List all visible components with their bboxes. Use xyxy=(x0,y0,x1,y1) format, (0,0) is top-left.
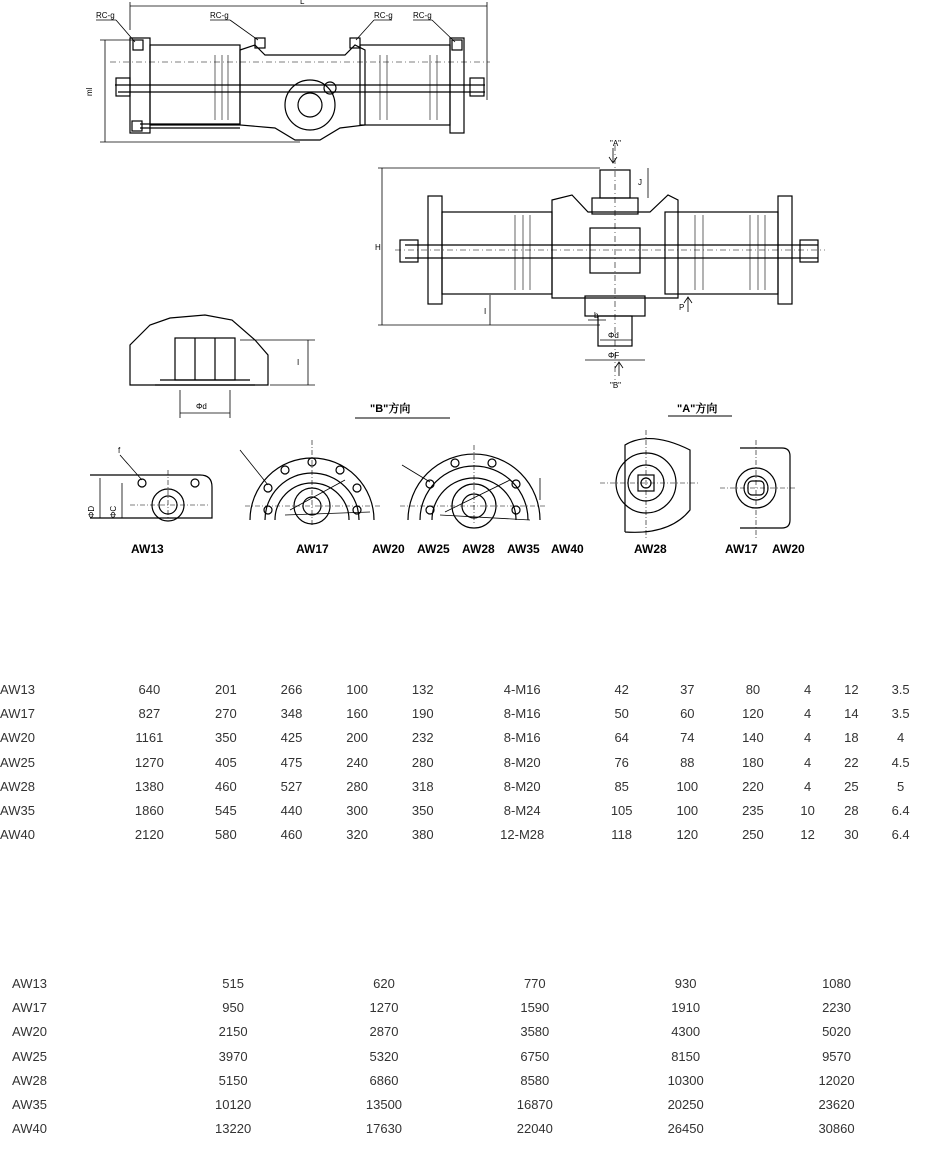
value-cell: 318 xyxy=(411,778,434,794)
port-label-4: RC-g xyxy=(413,11,432,20)
value-cell: 930 xyxy=(674,975,697,991)
value-cell: 270 xyxy=(215,705,237,721)
table-row xyxy=(0,701,928,725)
value-cell: 5320 xyxy=(369,1048,399,1064)
value-cell: 240 xyxy=(346,754,368,770)
value-cell: 12 xyxy=(844,681,859,697)
model-cell: AW35 xyxy=(0,803,35,819)
value-cell: 88 xyxy=(680,754,695,770)
value-cell: 20250 xyxy=(667,1097,704,1113)
model-cell: AW13 xyxy=(12,975,47,991)
dim-h-label: H xyxy=(375,243,381,252)
value-cell: 320 xyxy=(346,827,368,843)
model-cell: AW20 xyxy=(0,730,35,746)
section-b-title: "B"方向 xyxy=(370,403,411,415)
value-cell: 118 xyxy=(611,827,633,843)
value-cell: 120 xyxy=(676,827,699,843)
value-cell: 527 xyxy=(280,778,303,794)
value-cell: 12-M28 xyxy=(500,827,545,843)
value-cell: 1270 xyxy=(134,754,164,770)
value-cell: 200 xyxy=(346,730,368,746)
value-cell: 348 xyxy=(280,705,303,721)
value-cell: 5150 xyxy=(218,1072,248,1088)
value-cell: 10300 xyxy=(667,1072,704,1088)
side-view-actuator xyxy=(378,145,825,380)
value-cell: 76 xyxy=(614,754,629,770)
value-cell: 85 xyxy=(614,778,629,794)
value-cell: 100 xyxy=(676,778,699,794)
value-cell: 460 xyxy=(215,778,237,794)
caption-aw28: AW28 xyxy=(462,542,495,556)
value-cell: 425 xyxy=(280,730,303,746)
table-row xyxy=(12,995,912,1019)
value-cell: 17630 xyxy=(365,1121,403,1137)
value-cell: 30 xyxy=(844,827,859,843)
caption-aw35: AW35 xyxy=(507,542,540,556)
value-cell: 9570 xyxy=(822,1048,851,1064)
value-cell: 132 xyxy=(411,681,434,697)
table-row xyxy=(0,774,928,798)
value-cell: 827 xyxy=(138,705,161,721)
value-cell: 4 xyxy=(803,730,812,746)
value-cell: 280 xyxy=(411,754,434,770)
value-cell: 1080 xyxy=(822,975,851,991)
model-cell: AW40 xyxy=(12,1121,47,1137)
dim-b-label: b xyxy=(594,311,599,320)
value-cell: 4 xyxy=(803,681,812,697)
value-cell: 8-M16 xyxy=(503,730,541,746)
value-cell: 120 xyxy=(742,705,764,721)
model-cell: AW28 xyxy=(12,1072,47,1088)
value-cell: 22040 xyxy=(516,1121,553,1137)
value-cell: 2120 xyxy=(134,827,164,843)
value-cell: 16870 xyxy=(516,1097,553,1113)
value-cell: 12020 xyxy=(818,1072,855,1088)
port-label-2: RC-g xyxy=(210,11,229,20)
value-cell: 545 xyxy=(215,803,237,819)
model-cell: AW25 xyxy=(12,1048,47,1064)
value-cell: 80 xyxy=(745,681,761,697)
value-cell: 4.5 xyxy=(891,754,910,770)
value-cell: 8-M20 xyxy=(503,754,541,770)
value-cell: 2230 xyxy=(822,999,851,1015)
caption-aw13: AW13 xyxy=(131,542,164,556)
model-cell: AW28 xyxy=(0,778,35,794)
value-cell: 25 xyxy=(844,778,859,794)
view-b-marker: "B" xyxy=(610,381,622,390)
value-cell: 6860 xyxy=(369,1072,399,1088)
value-cell: 770 xyxy=(523,975,546,991)
dim-i-label: I xyxy=(484,307,487,316)
caption-a-aw28: AW28 xyxy=(634,542,667,556)
flange-aw17 xyxy=(240,440,380,525)
value-cell: 13220 xyxy=(215,1121,252,1137)
value-cell: 1910 xyxy=(671,999,701,1015)
value-cell: 8-M24 xyxy=(503,803,541,819)
value-cell: 22 xyxy=(844,754,859,770)
table-row xyxy=(12,1044,912,1068)
value-cell: 232 xyxy=(411,730,434,746)
value-cell: 100 xyxy=(676,803,699,819)
table-row xyxy=(0,798,928,822)
value-cell: 12 xyxy=(800,827,815,843)
value-cell: 13500 xyxy=(365,1097,403,1113)
value-cell: 160 xyxy=(346,705,368,721)
value-cell: 3.5 xyxy=(891,705,910,721)
value-cell: 4-M16 xyxy=(503,681,541,697)
value-cell: 14 xyxy=(844,705,859,721)
value-cell: 2870 xyxy=(369,1024,399,1040)
value-cell: 5 xyxy=(897,778,905,794)
model-cell: AW40 xyxy=(0,827,35,843)
table-row xyxy=(0,677,928,701)
table-row xyxy=(12,971,912,995)
flange-f-label: f xyxy=(118,446,121,455)
value-cell: 64 xyxy=(614,730,629,746)
port-label-3: RC-g xyxy=(374,11,393,20)
table-row xyxy=(0,823,928,847)
value-cell: 180 xyxy=(742,754,764,770)
value-cell: 18 xyxy=(844,730,859,746)
model-cell: AW17 xyxy=(12,999,47,1015)
value-cell: 4 xyxy=(897,730,905,746)
section-a-title: "A"方向 xyxy=(677,403,718,415)
dim-length-label: L xyxy=(300,0,305,6)
value-cell: 3580 xyxy=(520,1024,550,1040)
value-cell: 4 xyxy=(803,705,812,721)
dim-height-label: ml xyxy=(85,87,94,96)
value-cell: 4 xyxy=(803,754,812,770)
table-row xyxy=(12,1092,912,1116)
value-cell: 2150 xyxy=(218,1024,248,1040)
model-cell: AW35 xyxy=(12,1097,47,1113)
value-cell: 1380 xyxy=(134,778,164,794)
caption-a-aw17: AW17 xyxy=(725,542,758,556)
view-a-marker: "A" xyxy=(610,139,622,148)
value-cell: 140 xyxy=(742,730,764,746)
value-cell: 37 xyxy=(680,681,695,697)
value-cell: 515 xyxy=(222,975,244,991)
value-cell: 620 xyxy=(373,975,395,991)
value-cell: 42 xyxy=(614,681,629,697)
value-cell: 201 xyxy=(215,681,237,697)
model-cell: AW17 xyxy=(0,705,35,721)
value-cell: 220 xyxy=(742,778,764,794)
port-label-1: RC-g xyxy=(96,11,115,20)
value-cell: 10120 xyxy=(215,1097,252,1113)
caption-aw40: AW40 xyxy=(551,542,584,556)
caption-a-aw20: AW20 xyxy=(772,542,805,556)
value-cell: 5020 xyxy=(822,1024,851,1040)
dim-phi-d-label: Φd xyxy=(608,331,619,340)
value-cell: 30860 xyxy=(818,1121,855,1137)
value-cell: 266 xyxy=(280,681,303,697)
technical-drawing xyxy=(0,0,940,570)
value-cell: 50 xyxy=(614,705,629,721)
value-cell: 300 xyxy=(346,803,368,819)
value-cell: 250 xyxy=(742,827,764,843)
value-cell: 580 xyxy=(215,827,237,843)
value-cell: 1161 xyxy=(135,730,164,746)
torque-table xyxy=(12,971,912,1141)
value-cell: 6750 xyxy=(520,1048,550,1064)
value-cell: 4 xyxy=(803,778,812,794)
model-cell: AW13 xyxy=(0,681,35,697)
caption-aw25: AW25 xyxy=(417,542,450,556)
caption-aw20: AW20 xyxy=(372,542,405,556)
value-cell: 235 xyxy=(742,803,764,819)
a-view-aw17-aw20 xyxy=(720,440,795,540)
value-cell: 350 xyxy=(215,730,237,746)
value-cell: 6.4 xyxy=(891,803,910,819)
value-cell: 405 xyxy=(215,754,237,770)
value-cell: 8580 xyxy=(520,1072,550,1088)
pinion-dim-i-label: I xyxy=(297,358,300,367)
dim-j-label: J xyxy=(638,178,642,187)
value-cell: 10 xyxy=(800,803,815,819)
value-cell: 1270 xyxy=(369,999,399,1015)
top-view-actuator xyxy=(96,2,490,142)
flange-aw20-40 xyxy=(400,445,545,528)
value-cell: 460 xyxy=(280,827,303,843)
value-cell: 6.4 xyxy=(891,827,910,843)
value-cell: 350 xyxy=(411,803,434,819)
value-cell: 280 xyxy=(346,778,368,794)
value-cell: 380 xyxy=(411,827,434,843)
dim-p-label: P xyxy=(679,303,685,312)
caption-aw17: AW17 xyxy=(296,542,329,556)
model-cell: AW25 xyxy=(0,754,35,770)
value-cell: 60 xyxy=(680,705,695,721)
dim-phi-f-label: ΦF xyxy=(608,351,620,360)
table-row xyxy=(0,750,928,774)
value-cell: 26450 xyxy=(667,1121,704,1137)
value-cell: 8150 xyxy=(671,1048,701,1064)
table-row xyxy=(12,1020,912,1044)
value-cell: 100 xyxy=(346,681,368,697)
value-cell: 1590 xyxy=(520,999,550,1015)
value-cell: 8-M16 xyxy=(503,705,541,721)
value-cell: 28 xyxy=(844,803,859,819)
value-cell: 475 xyxy=(280,754,303,770)
value-cell: 950 xyxy=(222,999,244,1015)
value-cell: 3970 xyxy=(218,1048,248,1064)
value-cell: 8-M20 xyxy=(503,778,541,794)
pinion-dim-phi-d-label: Φd xyxy=(196,402,207,411)
value-cell: 74 xyxy=(680,730,695,746)
flange-phi-C-label: ΦC xyxy=(109,505,118,518)
value-cell: 105 xyxy=(610,803,633,819)
table-row xyxy=(12,1068,912,1092)
dimensions-table xyxy=(0,677,928,847)
value-cell: 440 xyxy=(280,803,303,819)
value-cell: 190 xyxy=(411,705,434,721)
value-cell: 1860 xyxy=(134,803,164,819)
pinion-detail xyxy=(130,315,315,418)
value-cell: 23620 xyxy=(818,1097,855,1113)
flange-phi-D-label: ΦD xyxy=(87,505,96,518)
value-cell: 3.5 xyxy=(891,681,910,697)
value-cell: 640 xyxy=(138,681,161,697)
table-row xyxy=(12,1117,912,1141)
model-cell: AW20 xyxy=(12,1024,47,1040)
table-row xyxy=(0,726,928,750)
value-cell: 4300 xyxy=(671,1024,701,1040)
a-view-aw28 xyxy=(600,430,700,540)
